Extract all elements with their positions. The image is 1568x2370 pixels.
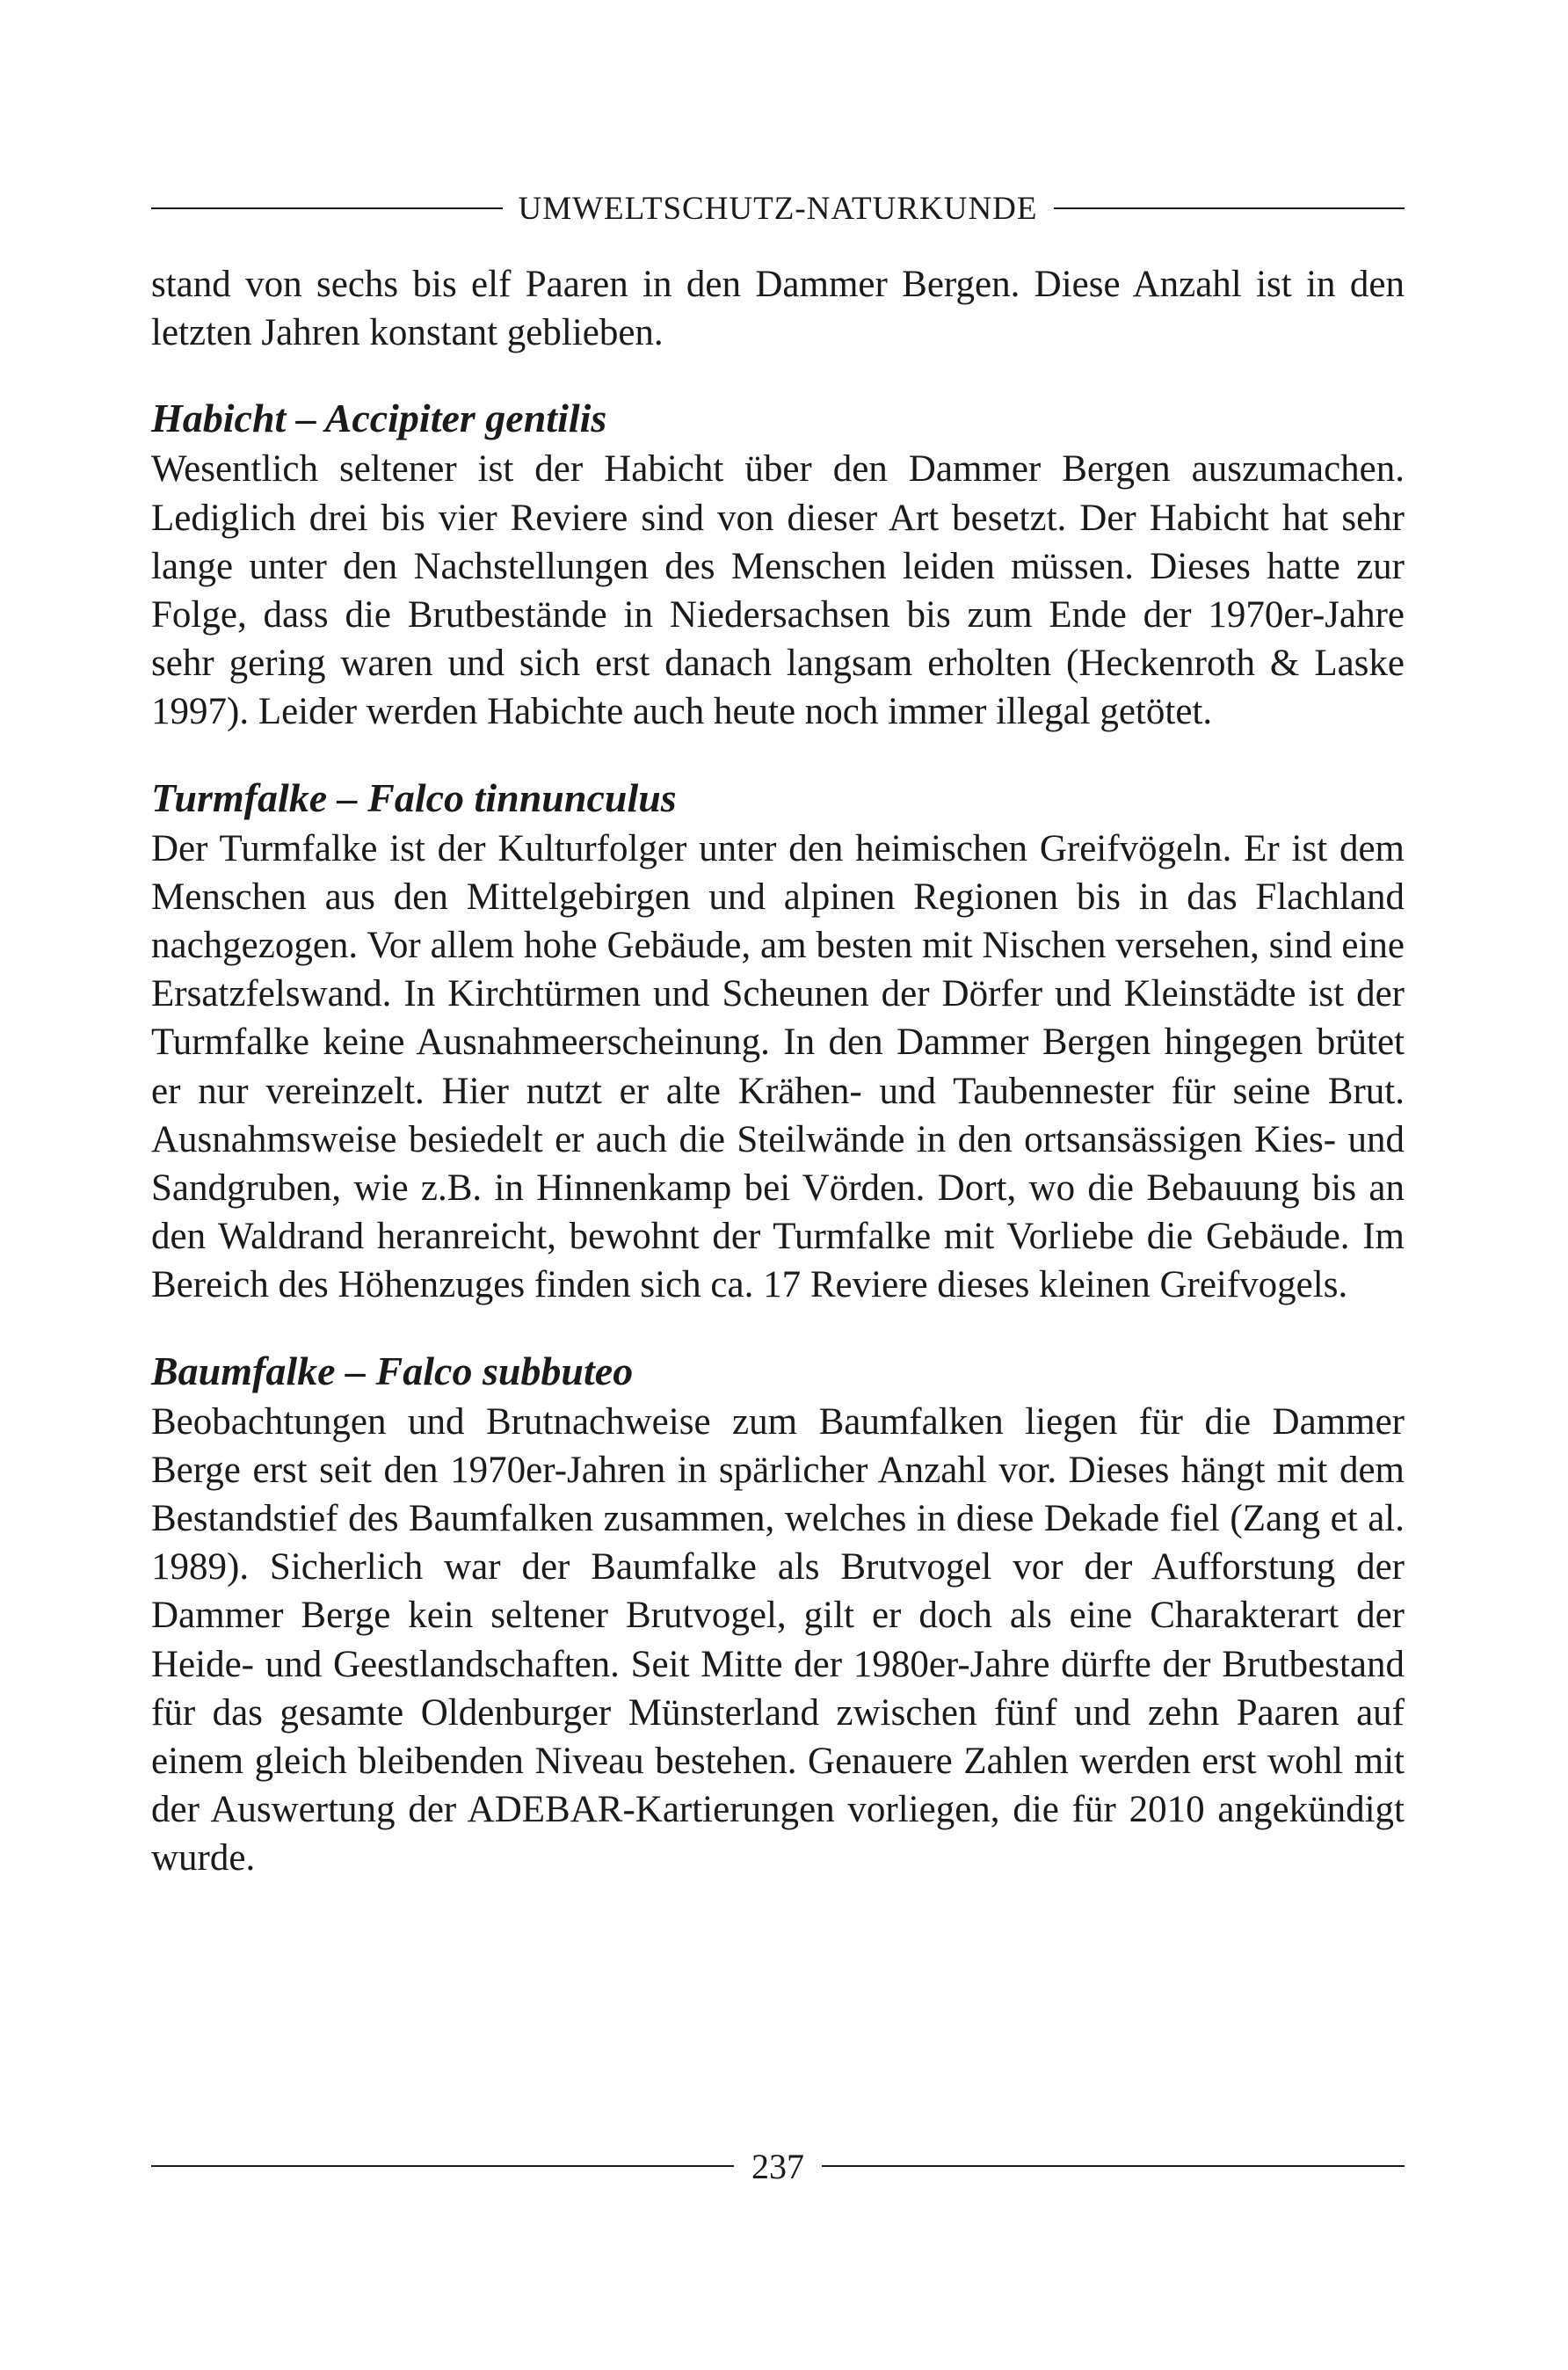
section-heading-baumfalke: Baumfalke – Falco subbuteo	[151, 1348, 634, 1393]
section-text-baumfalke: Beobachtungen und Brutnachweise zum Baumfalken liegen für die Dammer Berge erst seit den 1970er-Jahren in spärlicher Anzahl vor. Dieses hängt mit dem Bestandstief des Baumfalken zusammen, welches in diese Dekade fiel (Zang et al. 1989). Sicherlich war der Baumfalke als Brutvogel vor der Aufforstung der Dammer Berge kein seltener Brutvogel, gilt er doch als eine Charakterart der Heide- und Geestlandschaften. Seit Mitte der 1980er-Jahre dürfte der Brutbestand für das gesamte Oldenburger Münsterland zwischen fünf und zehn Paaren auf einem gleich bleibenden Niveau bestehen. Genauere Zahlen werden erst wohl mit der Auswertung der ADEBAR-Kartierungen vorliegen, die für 2010 angekündigt wurde.	[151, 1400, 1405, 1879]
section-heading-turmfalke: Turmfalke – Falco tinnunculus	[151, 774, 677, 820]
intro-paragraph: stand von sechs bis elf Paaren in den Dammer Bergen. Diese Anzahl ist in den letzten Jahren konstant geblieben.	[151, 264, 1405, 354]
footer-rule-left	[151, 2165, 734, 2167]
footer-rule-right	[822, 2165, 1405, 2167]
section-heading-habicht: Habicht – Accipiter gentilis	[151, 396, 607, 441]
section-text-habicht: Wesentlich seltener ist der Habicht über den Dammer Bergen auszumachen. Lediglich drei bis vier Reviere sind von dieser Art besetzt. Der Habicht hat sehr lange unter den Nachstellungen des Menschen leiden müssen. Dieses hatte zur Folge, dass die Brutbestände in Niedersachsen bis zum Ende der 1970er-Jahre sehr gering waren und sich erst danach langsam erholten (Heckenroth & Laske 1997). Leider werden Habichte auch heute noch immer illegal getötet.	[151, 448, 1405, 733]
body-text	[151, 260, 1405, 1883]
page-number: 237	[751, 2146, 804, 2186]
section-text-turmfalke: Der Turmfalke ist der Kulturfolger unter den heimischen Greifvögeln. Er ist dem Menschen aus den Mittelgebirgen und alpinen Regionen bis in das Flachland nachgezogen. Vor allem hohe Gebäude, am besten mit Nischen versehen, sind eine Ersatzfelswand. In Kirchtürmen und Scheunen der Dörfer und Kleinstädte ist der Turmfalke keine Ausnahmeerscheinung. In den Dammer Bergen hingegen brütet er nur vereinzelt. Hier nutzt er alte Krähen- und Taubennester für seine Brut. Ausnahmsweise besiedelt er auch die Steilwände in den ortsansässigen Kies- und Sandgruben, wie z.B. in Hinnenkamp bei Vörden. Dort, wo die Bebauung bis an den Waldrand heranreicht, bewohnt der Turmfalke mit Vorliebe die Gebäude. Im Bereich des Höhenzuges finden sich ca. 17 Reviere dieses kleinen Greifvogels.	[151, 827, 1405, 1306]
running-head-title: UMWELTSCHUTZ-NATURKUNDE	[518, 190, 1038, 227]
running-head	[151, 188, 1405, 229]
running-head-rule-right	[1054, 207, 1405, 209]
page-footer	[151, 2143, 1405, 2189]
running-head-rule-left	[151, 207, 503, 209]
